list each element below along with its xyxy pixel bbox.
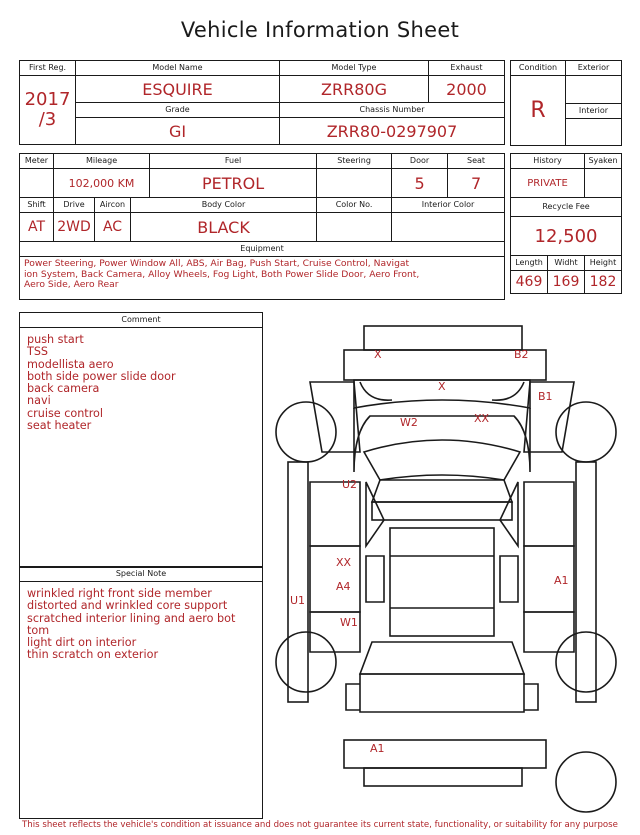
- special-note-line: wrinkled right front side member: [27, 587, 212, 600]
- damage-mark: W2: [400, 416, 418, 429]
- comment-label: Comment: [20, 313, 262, 328]
- left-front-door: [310, 482, 360, 546]
- first-reg-value: [20, 76, 76, 145]
- damage-mark: A1: [554, 574, 569, 587]
- comment-box: [19, 312, 263, 568]
- exhaust-value: 2000: [429, 76, 505, 103]
- first-reg-year: 2017: [24, 89, 71, 110]
- drive-value: 2WD: [54, 213, 95, 242]
- damage-mark: B1: [538, 390, 553, 403]
- model-type-label: Model Type: [280, 61, 429, 76]
- door-value: 5: [392, 169, 448, 198]
- left-window-rear: [366, 556, 384, 602]
- exterior-label: Exterior: [566, 61, 622, 76]
- condition-label: Condition: [511, 61, 566, 76]
- vehicle-damage-diagram: [262, 312, 622, 817]
- specs-table: [19, 153, 505, 300]
- height-label: Height: [585, 256, 622, 271]
- mileage-value: 102,000 KM: [54, 169, 150, 198]
- meter-label: Meter: [20, 154, 54, 169]
- rear-window: [360, 642, 524, 674]
- right-side-skirt: [576, 462, 596, 702]
- rear-right-wheel: [556, 632, 616, 692]
- roof-front: [372, 480, 512, 502]
- length-value: 469: [511, 271, 548, 294]
- damage-mark: W1: [340, 616, 358, 629]
- comment-line: both side power slide door: [27, 369, 176, 383]
- interior-label: Interior: [566, 104, 622, 119]
- rear-left-light: [346, 684, 360, 710]
- mileage-label: Mileage: [54, 154, 150, 169]
- syaken-label: Syaken: [585, 154, 622, 169]
- steering-label: Steering: [317, 154, 392, 169]
- special-note-line: tom: [27, 623, 50, 637]
- damage-mark: U1: [290, 594, 306, 607]
- condition-value: R: [511, 76, 566, 146]
- length-label: Length: [511, 256, 548, 271]
- seat-value: 7: [448, 169, 505, 198]
- color-no-value: [317, 213, 392, 242]
- comment-line: back camera: [27, 382, 100, 396]
- windshield: [364, 440, 520, 480]
- roof-rail: [372, 502, 512, 520]
- chassis-number-label: Chassis Number: [280, 103, 505, 118]
- model-name-value: ESQUIRE: [76, 76, 280, 103]
- history-value: PRIVATE: [511, 169, 585, 198]
- recycle-fee-value: 12,500: [511, 217, 622, 256]
- fuel-label: Fuel: [150, 154, 317, 169]
- width-value: 169: [548, 271, 585, 294]
- rear-bottom-bar: [364, 768, 522, 786]
- model-type-value: ZRR80G: [280, 76, 429, 103]
- aircon-value: AC: [95, 213, 131, 242]
- damage-mark: B2: [514, 348, 529, 361]
- rear-left-wheel: [276, 632, 336, 692]
- exterior-value: [566, 76, 622, 104]
- special-note-label: Special Note: [20, 566, 262, 582]
- height-value: 182: [585, 271, 622, 294]
- comment-list: [20, 328, 262, 438]
- recycle-fee-label: Recycle Fee: [511, 198, 622, 217]
- comment-line: seat heater: [27, 419, 92, 433]
- front-top-bar: [364, 326, 522, 350]
- aircon-label: Aircon: [95, 198, 131, 213]
- model-name-label: Model Name: [76, 61, 280, 76]
- damage-mark: A4: [336, 580, 351, 593]
- history-label: History: [511, 154, 585, 169]
- interior-color-label: Interior Color: [392, 198, 505, 213]
- special-note-box: [19, 566, 263, 819]
- damage-mark: XX: [336, 556, 352, 569]
- right-front-door: [524, 482, 574, 546]
- page-title: Vehicle Information Sheet: [180, 18, 460, 42]
- rear-right-light: [524, 684, 538, 710]
- right-window-rear: [500, 556, 518, 602]
- history-table: [510, 153, 622, 294]
- body-color-label: Body Color: [131, 198, 317, 213]
- width-label: Widht: [548, 256, 585, 271]
- left-rear-door: [310, 546, 360, 612]
- grade-label: Grade: [76, 103, 280, 118]
- disclaimer-footer: This sheet reflects the vehicle's condition at issuance and does not guarantee its current state, functionality, or suitability for any purpose: [22, 820, 618, 830]
- left-side-skirt: [288, 462, 308, 702]
- spare-wheel: [556, 752, 616, 812]
- equipment-label: Equipment: [20, 242, 505, 257]
- steering-value: [317, 169, 392, 198]
- interior-color-value: [392, 213, 505, 242]
- damage-mark: X: [438, 380, 446, 393]
- door-label: Door: [392, 154, 448, 169]
- comment-line: TSS: [27, 345, 49, 359]
- damage-mark: A1: [370, 742, 385, 755]
- damage-mark: U2: [342, 478, 358, 491]
- equipment-list: [20, 257, 505, 300]
- equipment-line: Power Steering, Power Window All, ABS, Air Bag, Push Start, Cruise Control, Navigat: [24, 258, 410, 269]
- special-note-list: [20, 582, 262, 668]
- special-note-line: light dirt on interior: [27, 636, 137, 650]
- first-reg-month: /3: [38, 109, 57, 130]
- damage-mark: XX: [474, 412, 490, 425]
- damage-mark: X: [374, 348, 382, 361]
- grade-value: GI: [76, 118, 280, 145]
- comment-line: navi: [27, 394, 51, 408]
- special-note-line: scratched interior lining and aero bot: [27, 611, 236, 625]
- comment-line: cruise control: [27, 406, 103, 420]
- color-no-label: Color No.: [317, 198, 392, 213]
- meter-value: [20, 169, 54, 198]
- syaken-value: [585, 169, 622, 198]
- comment-line: push start: [27, 333, 84, 346]
- shift-label: Shift: [20, 198, 54, 213]
- fuel-value: PETROL: [150, 169, 317, 198]
- special-note-line: thin scratch on exterior: [27, 648, 159, 662]
- exhaust-label: Exhaust: [429, 61, 505, 76]
- interior-value: [566, 119, 622, 146]
- tailgate: [360, 674, 524, 712]
- condition-table: [510, 60, 622, 146]
- equipment-line: ion System, Back Camera, Alloy Wheels, Fog Light, Both Power Slide Door, Aero Front,: [24, 268, 420, 280]
- shift-value: AT: [20, 213, 54, 242]
- body-color-value: BLACK: [131, 213, 317, 242]
- headlight-right: [492, 382, 524, 400]
- roof-panel: [390, 528, 494, 636]
- comment-line: modellista aero: [27, 357, 114, 371]
- model-info-table: [19, 60, 505, 145]
- drive-label: Drive: [54, 198, 95, 213]
- seat-label: Seat: [448, 154, 505, 169]
- headlight-left: [360, 382, 392, 400]
- right-rear-quarter: [524, 612, 574, 652]
- special-note-line: distorted and wrinkled core support: [27, 599, 228, 613]
- first-reg-label: First Reg.: [20, 61, 76, 76]
- equipment-line: Aero Side, Aero Rear: [24, 279, 119, 290]
- chassis-number-value: ZRR80-0297907: [280, 118, 505, 145]
- front-left-wheel: [276, 402, 336, 462]
